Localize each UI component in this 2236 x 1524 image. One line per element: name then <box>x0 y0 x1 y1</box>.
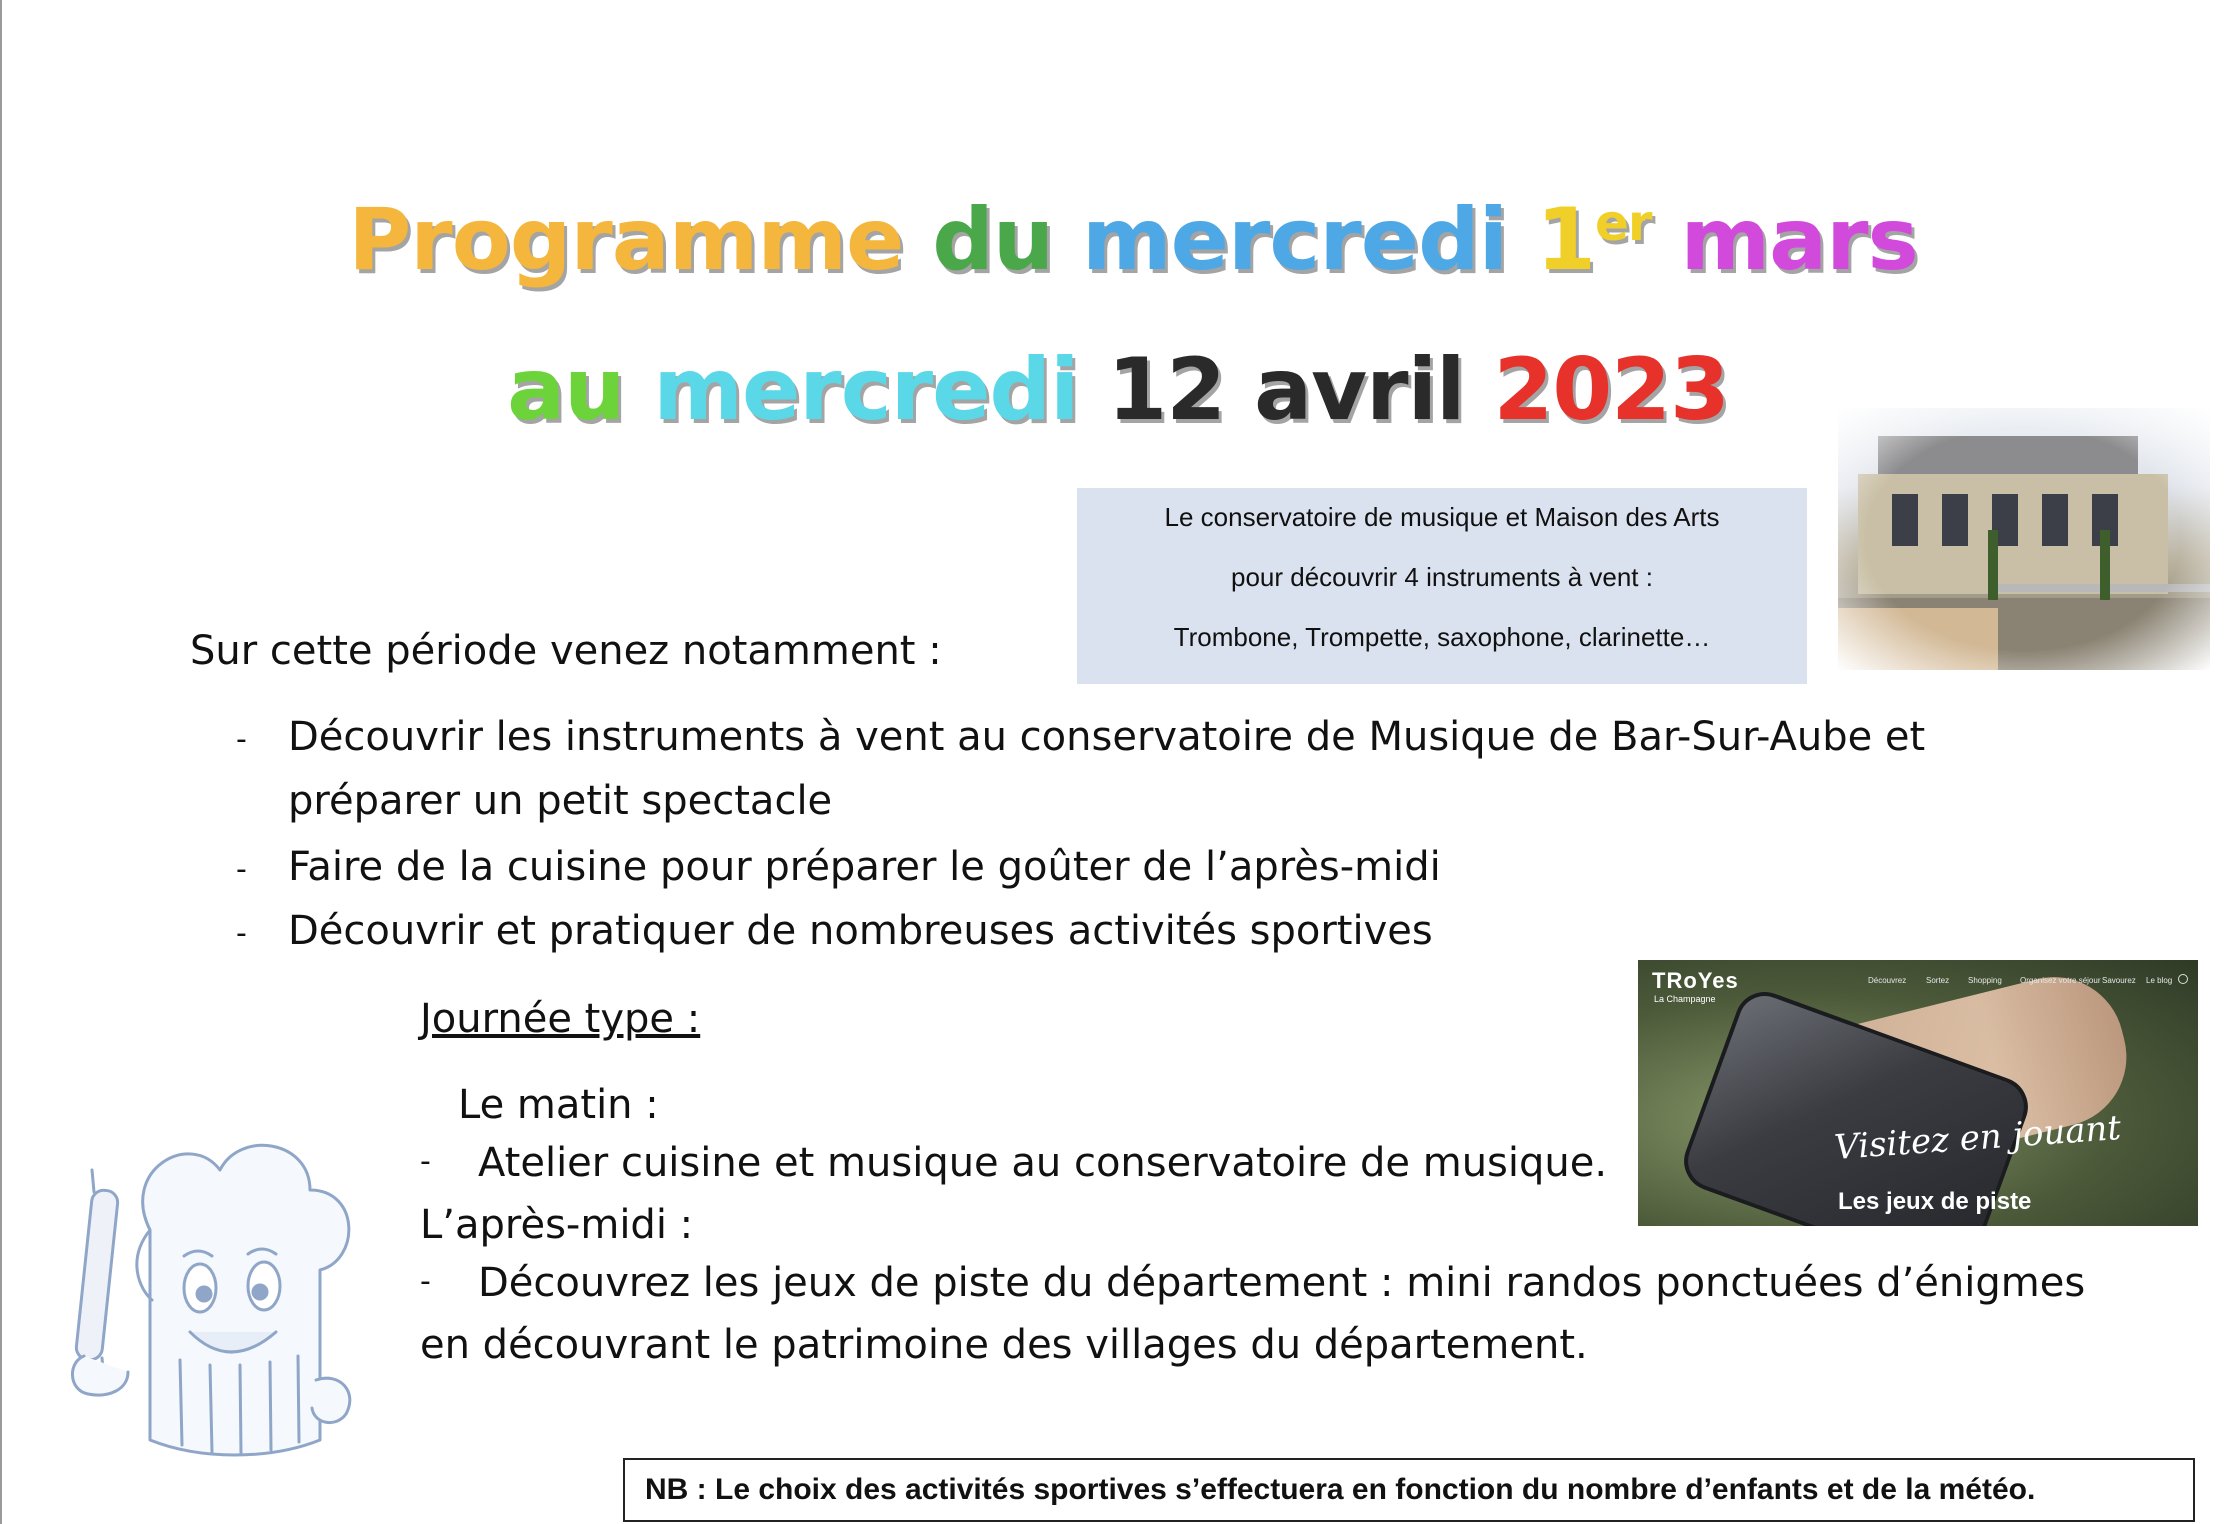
palm-plant <box>2100 530 2110 600</box>
intro-text: Sur cette période venez notamment : <box>190 628 942 674</box>
troyes-nav-item: Shopping <box>1968 976 2002 985</box>
troyes-nav-item: Le blog <box>2146 976 2173 985</box>
apresmidi-dash: - <box>420 1264 431 1299</box>
matin-item: Atelier cuisine et musique au conservatoire de musique. <box>478 1140 1608 1186</box>
conservatoire-line-2: pour découvrir 4 instruments à vent : <box>1231 562 1653 592</box>
title-word-programme: Programme <box>348 190 904 290</box>
bullet-dash: - <box>236 916 247 951</box>
bullet-dash: - <box>236 722 247 757</box>
search-icon <box>2178 974 2188 984</box>
title-date-1er <box>1536 190 1651 290</box>
title-word-12: 12 <box>1107 340 1226 440</box>
troyes-subtitle: Les jeux de piste <box>1838 1188 2032 1215</box>
title-word-year: 2023 <box>1493 340 1729 440</box>
title-word-mercredi-2: mercredi <box>653 340 1079 440</box>
matin-label: Le matin : <box>458 1082 659 1128</box>
title-ordinal: er <box>1594 194 1652 252</box>
building-photo <box>1838 408 2210 670</box>
apresmidi-item-line-1: Découvrez les jeux de piste du département : mini randos ponctuées d’énigmes <box>478 1260 2086 1306</box>
troyes-script-text: Visitez en jouant <box>1832 1108 2123 1168</box>
building-roof <box>1878 436 2138 476</box>
title-day-number: 1 <box>1536 190 1595 290</box>
building-window <box>1892 494 1918 546</box>
troyes-nav-item: Découvrez <box>1868 976 1907 985</box>
title-line-1 <box>15 190 2236 290</box>
chef-hat-drawing <box>40 1110 400 1490</box>
page-edge <box>0 0 2 1524</box>
building-window <box>2042 494 2068 546</box>
journee-heading: Journée type : <box>420 996 701 1042</box>
title-word-au: au <box>507 340 625 440</box>
title-word-mars: mars <box>1680 190 1918 290</box>
building-window <box>1942 494 1968 546</box>
bullet-dash: - <box>236 852 247 887</box>
troyes-logo: TRoYes <box>1652 968 1739 993</box>
note-box: NB : Le choix des activités sportives s’effectuera en fonction du nombre d’enfants et de la météo. <box>623 1458 2195 1522</box>
conservatoire-line-3: Trombone, Trompette, saxophone, clarinette… <box>1173 622 1711 652</box>
title-word-du: du <box>932 190 1054 290</box>
bullet-1-line-1: Découvrir les instruments à vent au conservatoire de Musique de Bar-Sur-Aube et <box>288 714 1926 760</box>
building-stone-wall <box>1838 608 1998 670</box>
conservatoire-info-box <box>1077 488 1807 684</box>
title-word-mercredi: mercredi <box>1082 190 1508 290</box>
troyes-nav-item: Organisez votre séjour <box>2020 976 2101 985</box>
troyes-jeux-de-piste-image <box>1638 960 2198 1226</box>
troyes-nav-item: Savourez <box>2102 976 2136 985</box>
bullet-3: Découvrir et pratiquer de nombreuses activités sportives <box>288 908 1433 954</box>
apresmidi-item-line-2: en découvrant le patrimoine des villages du département. <box>420 1322 1588 1368</box>
apresmidi-label: L’après-midi : <box>420 1202 694 1248</box>
bullet-2: Faire de la cuisine pour préparer le goûter de l’après-midi <box>288 844 1441 890</box>
troyes-nav-item: Sortez <box>1926 976 1950 985</box>
matin-dash: - <box>420 1144 431 1179</box>
troyes-logo-sub: La Champagne <box>1654 994 1716 1004</box>
palm-plant <box>1988 530 1998 600</box>
conservatoire-line-1: Le conservatoire de musique et Maison des Arts <box>1164 502 1720 532</box>
title-word-avril: avril <box>1254 340 1465 440</box>
bullet-1-line-2: préparer un petit spectacle <box>288 778 833 824</box>
